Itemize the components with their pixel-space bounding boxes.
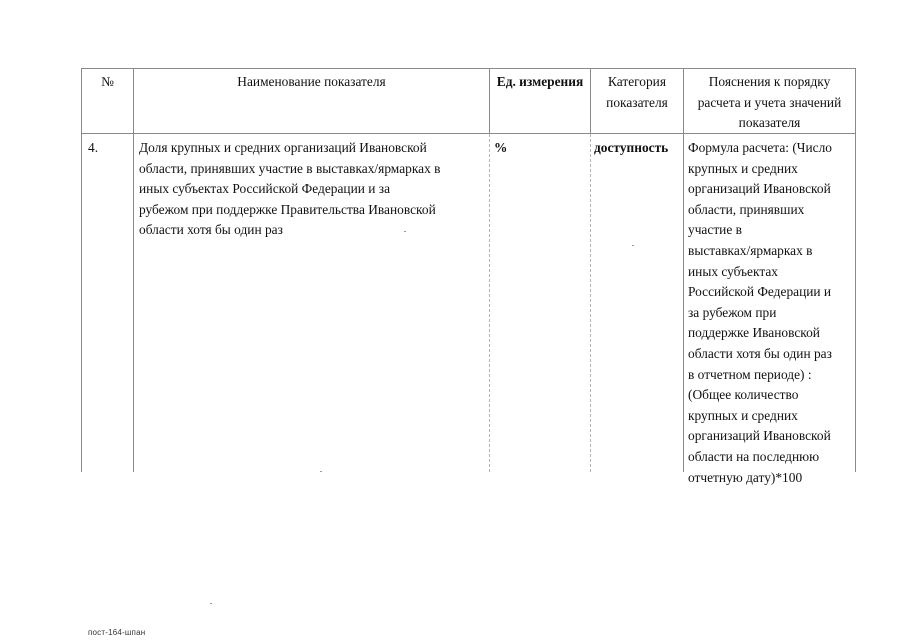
row-explanation-line: отчетную дату)*100 [688,469,803,485]
row-explanation [688,138,854,488]
row-name-line: иных субъектах Российской Федерации и за [139,181,391,197]
footer-document-code: пост-164-шпан [88,628,146,637]
row-explanation-line: поддержке Ивановской [688,325,820,341]
header-unit: Ед. измерения [496,74,584,89]
row-explanation-line: Российской Федерации и [688,284,832,300]
row-name-line: рубежом при поддержке Правительства Ивановской [139,201,436,217]
header-explanation-line: показателя [738,115,801,131]
row-explanation-line: организаций Ивановской [688,181,831,197]
row-name [139,138,489,241]
row-name-line: области хотя бы один раз [139,222,283,238]
row-explanation-line: области, принявших [688,201,805,217]
row-number: 4. [88,140,99,155]
col-divider-3-body [590,134,591,472]
table-top-border [81,68,856,69]
header-category-line: показателя [606,94,668,110]
row-explanation-line: Формула расчета: (Число [688,140,832,155]
row-explanation-line: области на последнюю [688,448,820,464]
row-explanation-line: крупных и средних [688,160,798,176]
header-category-line: Категория [607,74,667,89]
row-explanation-line: области хотя бы один раз [688,345,832,361]
header-explanation-line: расчета и учета значений [697,94,842,110]
row-category: доступность [594,140,669,155]
scan-speck [632,245,634,246]
scan-speck [404,231,406,232]
row-explanation-line: участие в [688,222,742,238]
scan-speck [320,471,322,472]
row-explanation-line: в отчетном периоде) : [688,366,812,382]
row-explanation-line: организаций Ивановской [688,428,831,444]
row-name-line: области, принявших участие в выставках/ярмарках в [139,160,441,176]
header-explanation-line: Пояснения к порядку [708,74,831,89]
row-explanation-line: (Общее количество [688,387,799,403]
row-explanation-line: крупных и средних [688,407,798,423]
row-explanation-line: за рубежом при [688,304,777,320]
col-divider-2-body [489,134,490,472]
table-right-border [855,68,856,472]
header-name: Наименование показателя [237,74,386,89]
header-number: № [101,74,114,89]
header-category [591,72,683,113]
row-explanation-line: иных субъектах [688,263,778,279]
scan-speck [210,603,212,604]
header-explanation [684,72,855,134]
row-explanation-line: выставках/ярмарках в [688,242,813,258]
row-unit: % [494,140,508,155]
table-left-border [81,68,82,472]
row-name-line: Доля крупных и средних организаций Ивановской [139,140,427,155]
col-divider-1 [133,68,134,472]
